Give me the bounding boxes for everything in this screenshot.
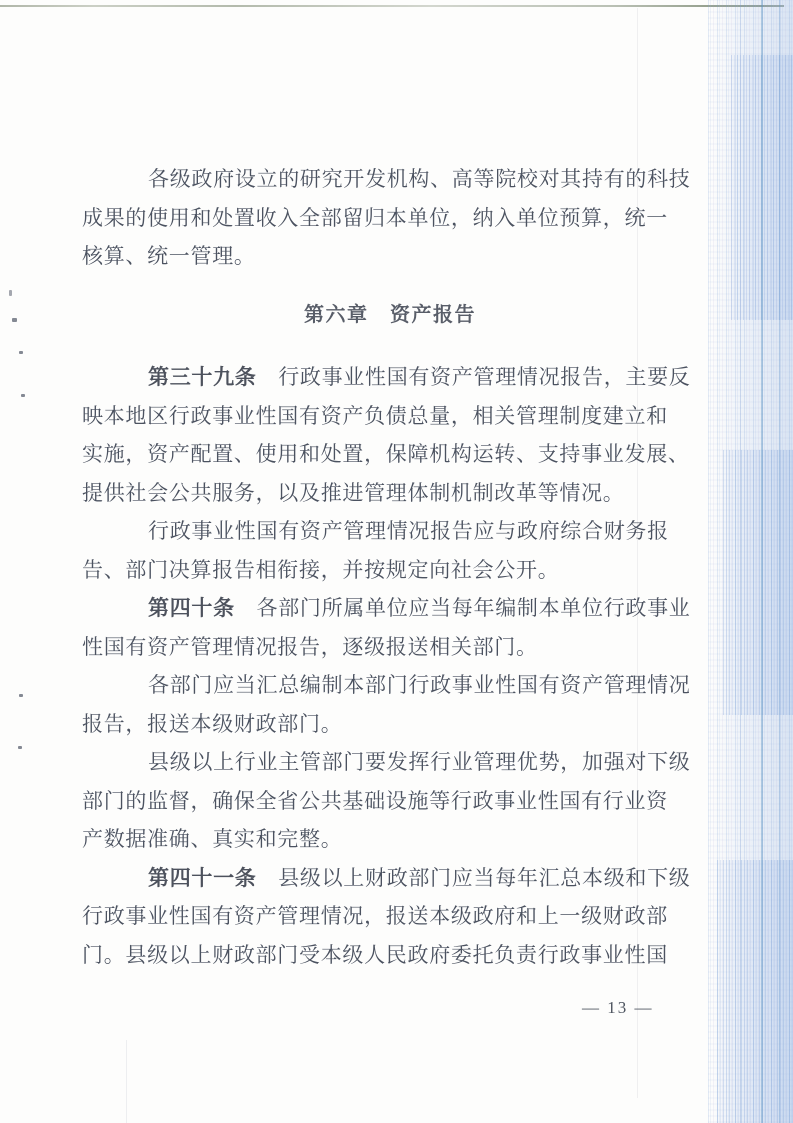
text-line: 告、部门决算报告相衔接，并按规定向社会公开。 xyxy=(82,557,560,582)
scanner-right-noise-band xyxy=(708,0,793,1123)
article-text: 县级以上财政部门应当每年汇总本级和下级 xyxy=(256,865,691,890)
paragraph-article-39 xyxy=(82,358,698,512)
scan-noise-vertical-line xyxy=(761,0,763,1123)
scan-noise-vertical-line xyxy=(740,0,741,1123)
article-number: 第四十条 xyxy=(148,597,235,620)
text-line: 提供社会公共服务，以及推进管理体制机制改革等情况。 xyxy=(82,480,625,505)
paragraph-article-40 xyxy=(82,589,698,666)
scan-speck xyxy=(21,394,25,397)
page-number: — 13 — xyxy=(582,998,654,1017)
paragraph-intro xyxy=(82,160,698,276)
article-text: 行政事业性国有资产管理情况报告，主要反 xyxy=(256,365,691,389)
paragraph-report-link xyxy=(82,512,698,589)
text-line: 部门的监督，确保全省公共基础设施等行政事业性国有行业资 xyxy=(82,788,668,813)
scan-speck xyxy=(12,318,17,322)
scan-speck xyxy=(19,694,23,697)
scanner-top-edge-line xyxy=(0,5,784,7)
text-line: 行政事业性国有资产管理情况，报送本级政府和上一级财政部 xyxy=(82,904,668,928)
text-line xyxy=(82,358,698,397)
document-text-block xyxy=(82,160,698,974)
scan-noise-patch xyxy=(723,450,793,715)
scan-noise-vertical-line xyxy=(779,0,780,1123)
article-number: 第三十九条 xyxy=(148,366,257,389)
paragraph-dept-summary xyxy=(82,666,698,743)
article-number: 第四十一条 xyxy=(148,866,257,890)
text-line: 实施，资产配置、使用和处置，保障机构运转、支持事业发展、 xyxy=(82,442,690,466)
text-line: 门。县级以上财政部门受本级人民政府委托负责行政事业性国 xyxy=(82,942,668,967)
text-line xyxy=(82,589,698,628)
paragraph-article-41 xyxy=(82,859,698,975)
scan-speck xyxy=(19,351,23,354)
text-line: 各级政府设立的研究开发机构、高等院校对其持有的科技 xyxy=(148,167,691,191)
paragraph-industry-supervision xyxy=(82,743,698,859)
text-line: 县级以上行业主管部门要发挥行业管理优势，加强对下级 xyxy=(148,750,691,774)
scan-noise-patch xyxy=(717,860,793,1123)
scanner-vertical-streak-bottom-left xyxy=(126,1040,127,1123)
text-line: 性国有资产管理情况报告，逐级报送相关部门。 xyxy=(82,634,538,659)
chapter-heading: 第六章 资产报告 xyxy=(304,303,476,326)
text-line: 成果的使用和处置收入全部留归本单位，纳入单位预算，统一 xyxy=(82,205,668,230)
text-line: 产数据准确、真实和完整。 xyxy=(82,827,343,851)
article-text: 各部门所属单位应当每年编制本单位行政事业 xyxy=(234,596,691,620)
text-line: 报告，报送本级财政部门。 xyxy=(82,711,343,736)
text-line xyxy=(82,859,698,898)
text-line: 核算、统一管理。 xyxy=(82,244,256,268)
text-line: 行政事业性国有资产管理情况报告应与政府综合财务报 xyxy=(148,519,669,543)
scan-speck xyxy=(9,290,12,296)
scan-speck xyxy=(18,746,22,749)
text-line: 映本地区行政事业性国有资产负债总量，相关管理制度建立和 xyxy=(82,403,668,428)
text-line: 各部门应当汇总编制本部门行政事业性国有资产管理情况 xyxy=(148,673,691,697)
